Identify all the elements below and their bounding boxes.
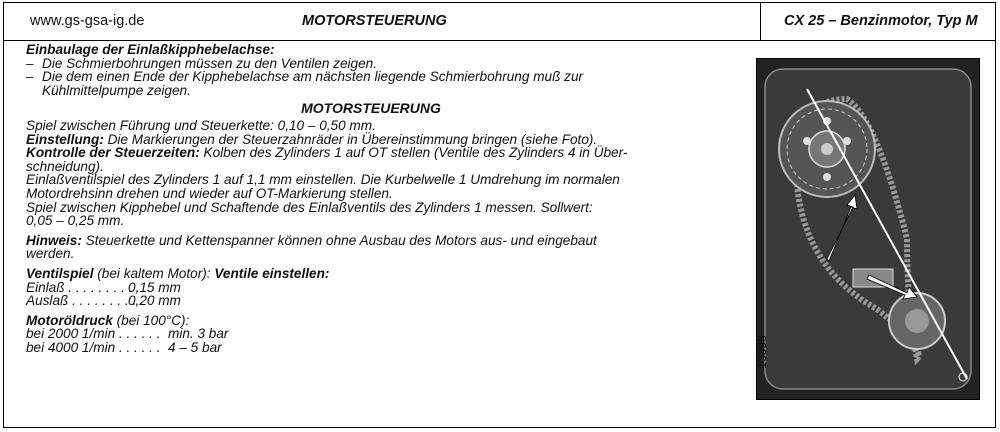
ventilspiel-heading: Ventilspiel (bei kaltem Motor): Ventile einstellen:	[26, 265, 330, 281]
section-title: MOTORSTEUERUNG	[301, 100, 441, 117]
hinweis-line-cont: werden.	[26, 246, 75, 262]
einbaulage-item-2-cont: Kühlmittelpumpe zeigen.	[42, 82, 191, 98]
einbaulage-item-2: – Die dem einen Ende der Kipphebelachse am nächsten liegende Schmierbohrung muß zur	[26, 69, 584, 85]
einlass-line-2: Motordrehsinn drehen und wieder auf OT-Markierung stellen.	[26, 185, 393, 201]
hinweis-line: Hinweis: Steuerkette und Kettenspanner können ohne Ausbau des Motors aus- und eingebaut	[26, 232, 597, 248]
header-url: www.gs-gsa-ig.de	[30, 13, 145, 29]
einlass-spec-row: Einlaß . . . . . . . . . .0,15 mm	[26, 279, 181, 295]
einstellung-line: Einstellung: Die Markierungen der Steuerzahnräder in Übereinstimmung bringen (siehe Foto).	[26, 131, 598, 147]
kontrolle-line-cont: schneidung).	[26, 158, 104, 174]
header-divider	[760, 3, 761, 40]
auslass-spec-row: Auslaß . . . . . . . . . .0,20 mm	[26, 293, 181, 309]
body-text	[26, 43, 716, 354]
page-header	[4, 3, 995, 41]
header-title: MOTORSTEUERUNG	[302, 13, 447, 29]
oel-2000-row: bei 2000 1/min . . . . . . min. 3 bar	[26, 326, 229, 342]
oeldruck-heading: Motoröldruck (bei 100°C):	[26, 312, 190, 328]
einbaulage-item-1: – Die Schmierbohrungen müssen zu den Ventilen zeigen.	[26, 55, 378, 71]
kontrolle-line: Kontrolle der Steuerzeiten: Kolben des Zylinders 1 auf OT stellen (Ventile des Zylinders 4 in Über-	[26, 145, 628, 161]
spiel2-line-1: Spiel zwischen Kipphebel und Schaftende des Einlaßventils des Zylinders 1 messen. Sollwert:	[26, 199, 593, 215]
einlass-line-1: Einlaßventilspiel des Zylinders 1 auf 1,1 mm einstellen. Die Kurbelwelle 1 Umdrehung im normalen	[26, 172, 620, 188]
photo-number: 13396	[755, 335, 769, 369]
timing-gear-photo	[756, 58, 980, 400]
timing-gear-illustration	[757, 59, 979, 399]
spiel-line: Spiel zwischen Führung und Steuerkette: 0,10 – 0,50 mm.	[26, 117, 376, 133]
einbaulage-title: Einbaulage der Einlaßkipphebelachse:	[26, 42, 275, 57]
oel-4000-row: bei 4000 1/min . . . . . . 4 – 5 bar	[26, 339, 222, 355]
header-model: CX 25 – Benzinmotor, Typ M	[784, 13, 978, 29]
spiel2-line-2: 0,05 – 0,25 mm.	[26, 213, 125, 229]
